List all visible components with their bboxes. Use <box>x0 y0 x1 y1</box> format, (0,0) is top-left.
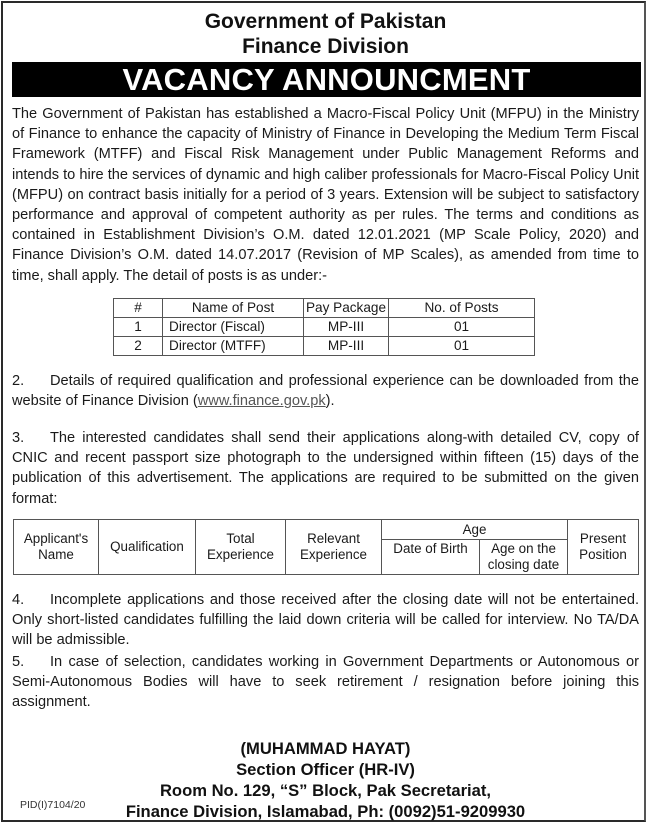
col-date-of-birth: Date of Birth <box>382 540 480 575</box>
finance-website-link[interactable]: www.finance.gov.pk <box>197 393 326 410</box>
application-format-header-row <box>14 520 639 540</box>
paragraph-text-end: ). <box>325 393 335 410</box>
paragraph-number: 3. <box>12 430 25 446</box>
post-name: Director (MTFF) <box>163 337 304 356</box>
paragraph-number: 5. <box>12 654 25 670</box>
paragraph-2 <box>12 371 639 411</box>
vacancy-banner: VACANCY ANNOUNCMENT <box>12 62 641 97</box>
paragraph-number: 2. <box>12 373 25 389</box>
post-count: 01 <box>389 337 535 356</box>
table-row <box>114 318 535 337</box>
col-name-of-post: Name of Post <box>163 299 304 318</box>
paragraph-text: Details of required qualification and professional experience can be downloaded from the website of Finance Division ( <box>12 373 639 410</box>
col-age-on-closing-date: Age on the closing date <box>480 540 568 575</box>
intro-paragraph: The Government of Pakistan has established a Macro-Fiscal Policy Unit (MFPU) in the Ministry of Finance to enhance the capacity of Ministry of Finance in Developing the Medium Term Fiscal Framework (MTFF) and Fiscal Risk Management under Public Management Reforms and intends to hire the services of dynamic and high caliber professionals for Macro-Fiscal Policy Unit (MFPU) on contract basis initially for a period of 3 years. Extension will be subject to satisfactory performance and approval of competent authority as per rules. The terms and conditions as contained in Establishment Division’s O.M. dated 12.01.2021 (MP Scale Policy, 2020) and Finance Division’s O.M. dated 14.07.2017 (Revision of MP Scales), as amended from time to time, shall apply. The detail of posts is as under:- <box>12 106 639 284</box>
col-present-position: Present Position <box>568 520 639 575</box>
post-pay-package: MP-III <box>304 318 389 337</box>
header-division: Finance Division <box>242 35 409 58</box>
table-row <box>114 337 535 356</box>
col-applicant-name: Applicant's Name <box>14 520 99 575</box>
paragraph-number: 4. <box>12 592 25 608</box>
signatory-contact: Finance Division, Islamabad, Ph: (0092)51-9209930 <box>125 802 526 821</box>
post-number: 1 <box>114 318 163 337</box>
header-government: Government of Pakistan <box>204 10 447 33</box>
col-total-experience: Total Experience <box>196 520 286 575</box>
posts-table-header <box>114 299 535 318</box>
col-pay-package: Pay Package <box>304 299 389 318</box>
pid-number: PID(I)7104/20 <box>20 799 86 811</box>
signatory-address: Room No. 129, “S” Block, Pak Secretariat, <box>159 781 492 800</box>
post-pay-package: MP-III <box>304 337 389 356</box>
col-age: Age <box>382 520 568 540</box>
post-name: Director (Fiscal) <box>163 318 304 337</box>
paragraph-5 <box>12 652 639 713</box>
application-format-table <box>13 519 639 575</box>
col-qualification: Qualification <box>99 520 196 575</box>
post-count: 01 <box>389 318 535 337</box>
post-number: 2 <box>114 337 163 356</box>
paragraph-text: In case of selection, candidates working in Government Departments or Autonomous or Semi-Autonomous Bodies will have to seek retirement / resignation before joining this assignment. <box>12 654 639 711</box>
col-no-of-posts: No. of Posts <box>389 299 535 318</box>
paragraph-text: Incomplete applications and those received after the closing date will not be entertained. Only short-listed candidates fulfilling the laid down criteria will be called for interview. No TA/DA will be admissible. <box>12 592 639 649</box>
col-relevant-experience: Relevant Experience <box>286 520 382 575</box>
paragraph-4 <box>12 590 639 651</box>
signatory-designation: Section Officer (HR-IV) <box>236 760 415 779</box>
col-number: # <box>114 299 163 318</box>
paragraph-text: The interested candidates shall send their applications along-with detailed CV, copy of CNIC and recent passport size photograph to the undersigned within fifteen (15) days of the publication of this advertisement. The applications are required to be submitted on the given format: <box>12 430 639 507</box>
paragraph-3 <box>12 428 639 509</box>
signatory-name: (MUHAMMAD HAYAT) <box>240 739 411 758</box>
posts-table <box>113 298 535 356</box>
